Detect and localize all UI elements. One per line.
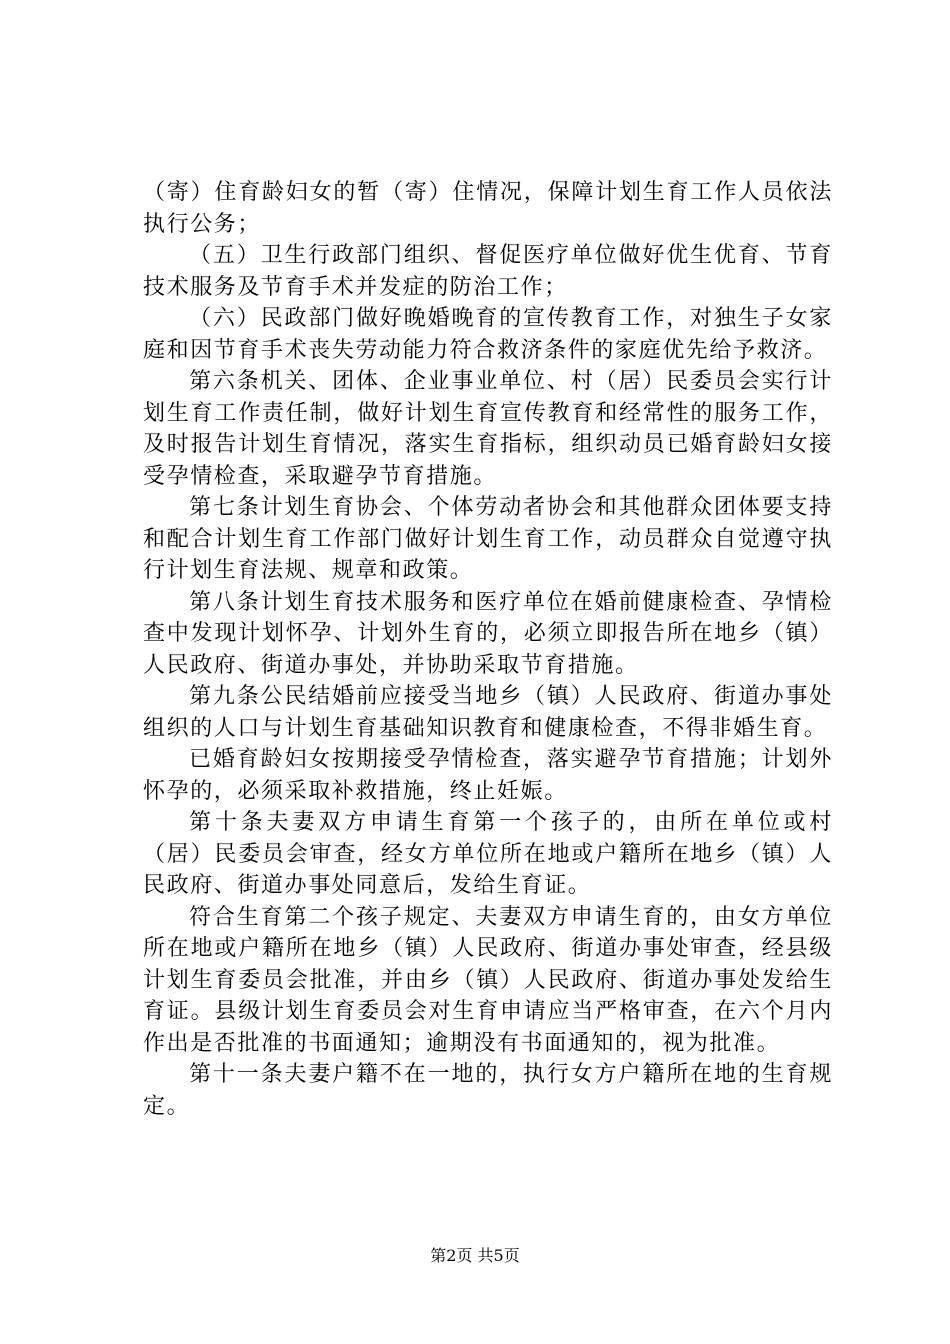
page-number-footer: 第2页 共5页: [430, 1246, 520, 1265]
paragraph-article-11: 第十一条夫妻户籍不在一地的，执行女方户籍所在地的生育规定。: [143, 1062, 833, 1119]
paragraph-item-5: （五）卫生行政部门组织、督促医疗单位做好优生优育、节育技术服务及节育手术并发症的防治工作；: [143, 243, 833, 300]
paragraph-article-7: 第七条计划生育协会、个体劳动者协会和其他群众团体要支持和配合计划生育工作部门做好计划生育工作，动员群众自觉遵守执行计划生育法规、规章和政策。: [143, 495, 833, 583]
paragraph-continuation: （寄）住育龄妇女的暂（寄）住情况，保障计划生育工作人员依法执行公务；: [143, 180, 833, 237]
paragraph-article-10: 第十条夫妻双方申请生育第一个孩子的，由所在单位或村（居）民委员会审查，经女方单位所在地或户籍所在地乡（镇）人民政府、街道办事处同意后，发给生育证。: [143, 810, 833, 898]
paragraph-article-6: 第六条机关、团体、企业事业单位、村（居）民委员会实行计划生育工作责任制，做好计划生育宣传教育和经常性的服务工作，及时报告计划生育情况，落实生育指标，组织动员已婚育龄妇女接受孕情检查，采取避孕节育措施。: [143, 369, 833, 489]
paragraph-item-6: （六）民政部门做好晚婚晚育的宣传教育工作，对独生子女家庭和因节育手术丧失劳动能力符合救济条件的家庭优先给予救济。: [143, 306, 833, 363]
document-body: [143, 177, 833, 1122]
paragraph-article-9-cont: 已婚育龄妇女按期接受孕情检查，落实避孕节育措施；计划外怀孕的，必须采取补救措施，终止妊娠。: [143, 747, 833, 804]
paragraph-article-8: 第八条计划生育技术服务和医疗单位在婚前健康检查、孕情检查中发现计划怀孕、计划外生育的，必须立即报告所在地乡（镇）人民政府、街道办事处，并协助采取节育措施。: [143, 589, 833, 678]
paragraph-article-10-cont: 符合生育第二个孩子规定、夫妻双方申请生育的，由女方单位所在地或户籍所在地乡（镇）人民政府、街道办事处审查，经县级计划生育委员会批准，并由乡（镇）人民政府、街道办事处发给生育证。县级计划生育委员会对生育申请应当严格审查，在六个月内作出是否批准的书面通知；逾期没有书面通知的，视为批准。: [143, 904, 833, 1056]
paragraph-article-9: 第九条公民结婚前应接受当地乡（镇）人民政府、街道办事处组织的人口与计划生育基础知识教育和健康检查，不得非婚生育。: [143, 684, 833, 741]
